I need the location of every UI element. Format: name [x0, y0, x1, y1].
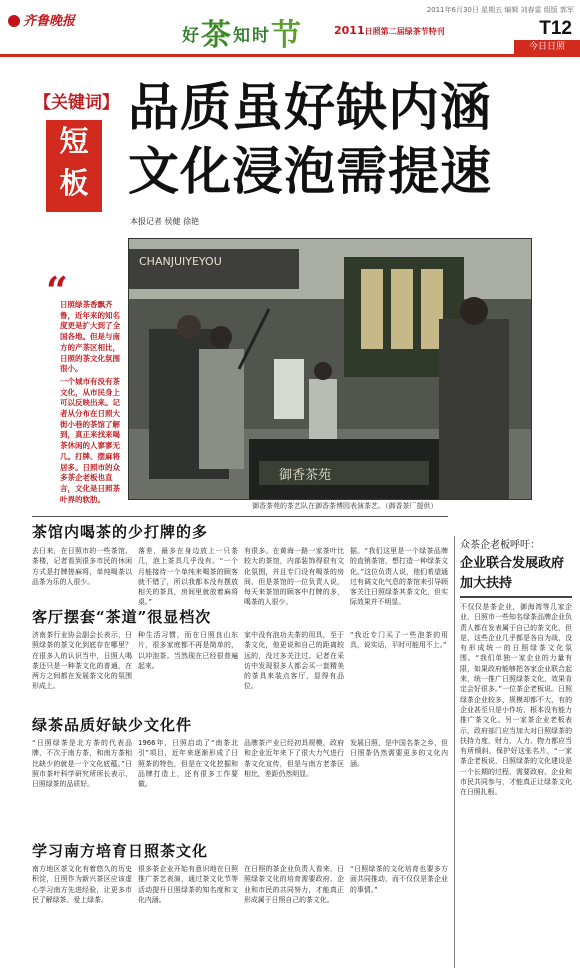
column-title-part: 好 — [182, 26, 201, 46]
festival-year: 2011 — [334, 24, 365, 37]
lead-paragraph — [60, 300, 122, 507]
section-title-1: 茶馆内喝茶的少打牌的多 — [32, 523, 209, 541]
section-title-3: 绿茶品质好缺少文化件 — [32, 716, 193, 734]
logo-mark-icon — [8, 15, 20, 27]
column-title-part: 知时 — [233, 26, 271, 46]
festival-label — [334, 24, 445, 37]
type-badge — [46, 120, 102, 212]
type-char-1: 短 — [59, 124, 89, 158]
section-4-col-2: 很多茶企业开始有意识地在日照推广茶艺表演，通过茶文化节等活动提升日照绿茶的知名度和文化内涵。 — [138, 865, 238, 904]
section-1-col-2: 落差，最多在身边放上一只茶几，泡上茶具几乎没有。“一个月能接待一个单纯来喝茶的顾客就不错了，所以我都本没有摆放相关的茶具，房间里就放着麻将桌。” — [138, 547, 238, 607]
section-3-col-3: 品牌茶产业已经初具规模，政府和企业近年来下了很大力气进行茶文化宣传，但是与南方老茶区相比，差距仍然明显。 — [244, 739, 344, 778]
headline-line-1: 品质虽好缺内涵 — [128, 78, 493, 138]
type-char-2: 板 — [59, 166, 89, 200]
section-title-2: 客厅摆套“茶道”很显档次 — [32, 608, 212, 626]
festival-name: 日照第二届绿茶节特刊 — [364, 27, 445, 36]
quote-mark-icon: “ — [46, 268, 68, 313]
sidebar-title: 企业联合发展政府加大扶持 — [460, 556, 565, 591]
section-2-col-4: “我近专门买了一些泡茶的用具，说实话，平时可能用不上。” — [350, 631, 448, 650]
column-title — [182, 10, 303, 54]
column-title-tea: 茶 — [201, 18, 233, 53]
column-divider — [454, 536, 455, 968]
section-1-col-1: 去日来，在日照市的一些茶馆、茶楼，记者看到很多市民的休闲方式是打牌搓麻将，单纯喝茶以品茶为乐的人很少。 — [32, 547, 132, 586]
photo-sign-text: CHANJUIYEYOU — [139, 255, 222, 268]
section-2-col-3: 家中没有泡功夫茶的用具，至于茶文化，他更说和自己的距离较远的，没过多关注过。记者在采访中发现很多人都会买一套精美的茶具来装点客厅，显得有品位。 — [244, 631, 344, 691]
section-2-col-1: 济南茶行业协会副会长表示，日照绿茶的茶文化到底存在哪里？在很多人的认识当中，日照人喝茶还只是一种茶文化的普通，在两方之间都在发展茶文化的氛围形成上。 — [32, 631, 132, 691]
photo-sign-text-bottom: 御香茶苑 — [279, 468, 332, 483]
sidebar-kicker: 众茶企老板呼吁： — [460, 540, 540, 551]
section-3-col-2: 1966年，日照启动了“南茶北引”项目，近年来逐渐形成了日照茶的特色，但是在文化挖掘和品牌打造上，还有很多工作要做。 — [138, 739, 238, 789]
sidebar-rule — [460, 596, 572, 598]
news-photo — [128, 238, 532, 500]
section-3-col-4: 发展日照，是中国名茶之乡，但日照茶仍然需要更多的文化内涵。 — [350, 739, 448, 768]
section-3-col-1: “日照绿茶是北方茶的代表品牌，不次于南方茶，和南方茶相比缺少的就是一个文化底蕴。”日照市茶叶科学研究所所长表示，日照绿茶的品质好。 — [32, 739, 132, 789]
section-title-4: 学习南方培育日照茶文化 — [32, 842, 209, 860]
page-number: T12 — [539, 18, 572, 39]
section-1-col-3: 有很多。在黄海一路一家茶叶比较大的茶馆，内部装饰得很有文化氛围，并且专门设有喝茶的房间，但是茶馆的一位负责人说，每天来茶馆的顾客中打牌的多，喝茶的人很少。 — [244, 547, 344, 607]
lead-text-1: 日照绿茶香飘齐鲁，近年来的知名度更是扩大到了全国各地。但是与南方的产茶区相比，日照的茶文化氛围很小。 — [60, 300, 120, 374]
tea-ceremony-photo — [129, 239, 531, 499]
masthead-rule — [0, 54, 580, 57]
column-title-jie: 节 — [271, 18, 303, 53]
section-2-col-2: 种生活习惯，而在日照良山东片，很多家庭都不再是简单的，以冲泡茶。当然现在已经很普遍起来。 — [138, 631, 238, 670]
section-4-col-4: “日照绿茶的文化培育也要多方面共同推动，而不仅仅是茶企业的事情。” — [350, 865, 448, 894]
sidebar-body: 不仅仅是茶企业，御海湾等几家企业，日照市一些知名绿茶品牌企业负责人都在发表属于自己的茶文化，但是，这些企业几乎都是各自为战，没有形成统一的日照绿茶文化氛围。“我们单独一家企业的力量有限，如果政府能够把各家企业联合起来，统一推广日照绿茶文化，效果肯定会好很多。”一位茶企老板说。日照绿茶企业较多，规模却都不大，有的企业甚至只是小作坊，根本没有能力推广茶文化。另一家茶企业老板表示，政府部门应当加大对日照绿茶的扶持力度，财力、人力、物力都应当有所倾斜，保护好这张名片，“一家茶企老板说，日照绿茶的文化建设是一个长期的过程，需要政府、企业和市民共同参与，才能真正让绿茶文化在日照扎根。 — [460, 603, 572, 797]
newspaper-logo — [8, 10, 75, 29]
section-divider — [32, 516, 448, 517]
section-4-col-1: 南方地区茶文化有着悠久的历史积淀，日照作为新兴茶区应该虚心学习南方先进经验，让更多市民了解绿茶、爱上绿茶。 — [32, 865, 132, 904]
headline — [128, 76, 492, 204]
byline: 本报记者 侯健 徐艳 — [130, 217, 200, 226]
keyword-label: 【关键词】 — [34, 93, 119, 113]
headline-line-2: 文化浸泡需提速 — [128, 142, 493, 202]
section-tag: 今日日照 — [514, 40, 580, 55]
dateline: 2011年6月30日 星期五 编辑 刘春雷 组版 郭军 — [426, 6, 574, 14]
lead-text-2: 一个城市有没有茶文化，从市民身上可以反映出来。记者从分布在日照大街小巷的茶馆了解到，真正来找来喝茶休闲的人寥寥无几。打牌、摆麻将居多。日照市的众多茶企老板也直言，文化是日照茶叶界的软肋。 — [60, 376, 120, 504]
brand-name: 齐鲁晚报 — [23, 14, 76, 29]
section-1-col-4: 据。“我们这里是一个绿茶品牌的直销茶馆，想打造一种绿茶文化。”这位负责人说，他们希望通过有调文化气息的茶馆来引导顾客关注日照绿茶其茶文化，但实际效果并不明显。 — [350, 547, 448, 607]
section-4-col-3: 在日照的茶企业负责人看来，日照绿茶文化的培育需要政府、企业和市民的共同努力，才能真正形成属于日照自己的茶文化。 — [244, 865, 344, 904]
photo-caption: 御香茶苑的茶艺队在御香茶博园表演茶艺。（御香茶厂提供） — [252, 502, 438, 510]
